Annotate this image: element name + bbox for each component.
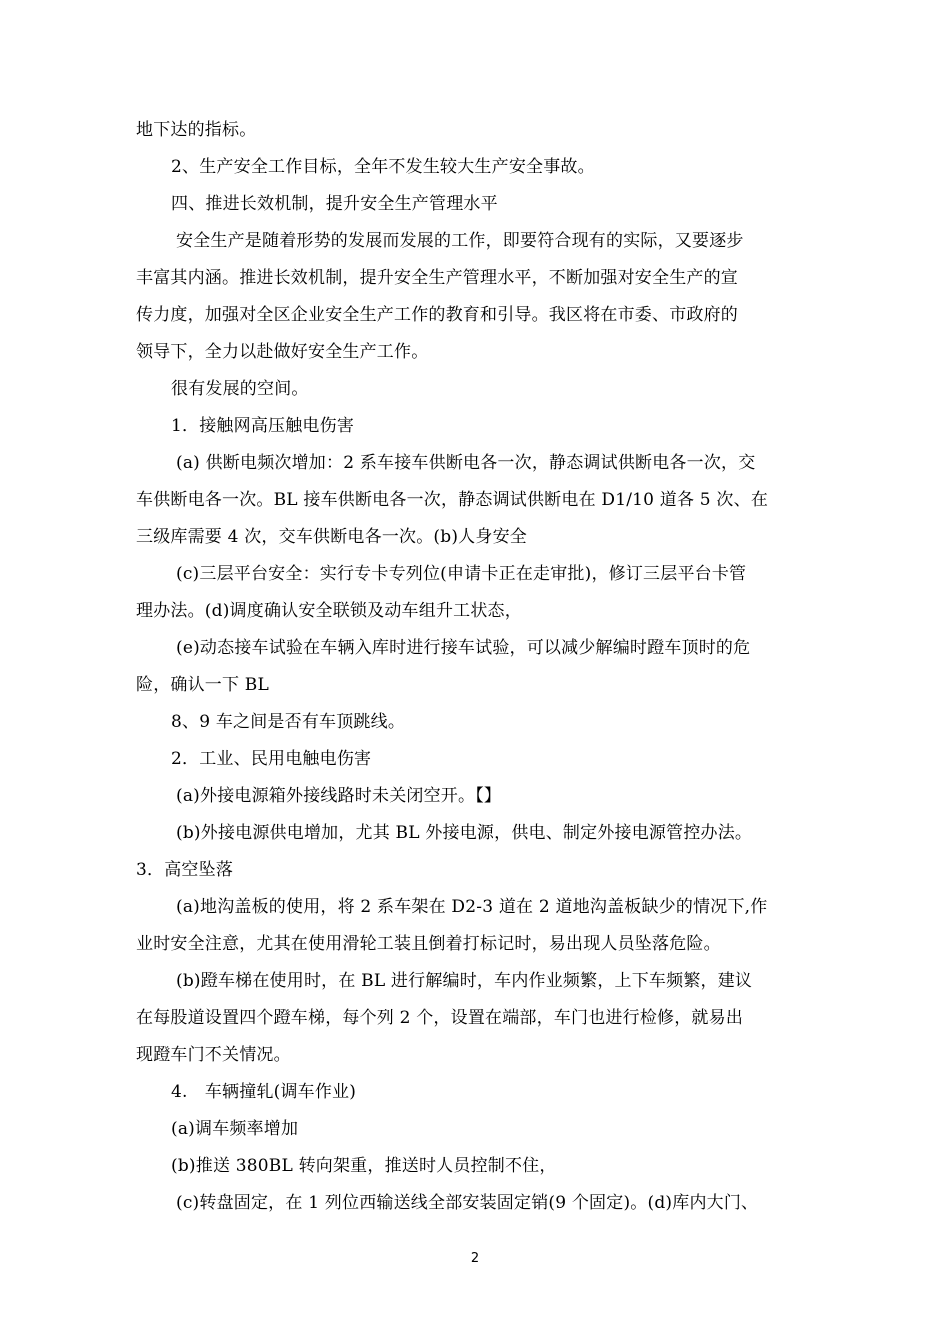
text-line: (a) 供断电频次增加：2 系车接车供断电各一次，静态调试供断电各一次，交 xyxy=(176,453,756,473)
text-line: 领导下，全力以赴做好安全生产工作。 xyxy=(136,342,429,362)
text-line: 传力度，加强对全区企业安全生产工作的教育和引导。我区将在市委、市政府的 xyxy=(136,305,738,325)
page-number: 2 xyxy=(470,1251,480,1266)
text-line: 2、生产安全工作目标，全年不发生较大生产安全事故。 xyxy=(171,157,595,177)
text-line: (c)三层平台安全：实行专卡专列位(申请卡正在走审批)，修订三层平台卡管 xyxy=(176,564,747,584)
list-heading: 2．工业、民用电触电伤害 xyxy=(171,749,372,769)
text-line: (b)外接电源供电增加，尤其 BL 外接电源，供电、制定外接电源管控办法。 xyxy=(176,823,753,843)
text-line: (b)推送 380BL 转向架重，推送时人员控制不住， xyxy=(171,1156,557,1176)
list-heading: 1．接触网高压触电伤害 xyxy=(171,416,355,436)
text-line: 很有发展的空间。 xyxy=(171,379,309,399)
text-line: 在每股道设置四个蹬车梯，每个列 2 个，设置在端部，车门也进行检修，就易出 xyxy=(136,1008,744,1028)
section-heading: 四、推进长效机制，提升安全生产管理水平 xyxy=(171,194,498,214)
list-heading: 4. 车辆撞轧(调车作业) xyxy=(171,1082,357,1102)
text-line: (b)蹬车梯在使用时，在 BL 进行解编时，车内作业频繁，上下车频繁，建议 xyxy=(176,971,753,991)
text-line: (a)外接电源箱外接线路时未关闭空开。【】 xyxy=(176,786,502,806)
document-body xyxy=(136,112,836,1222)
text-line: 险，确认一下 BL xyxy=(136,675,269,695)
text-line: 安全生产是随着形势的发展而发展的工作，即要符合现有的实际，又要逐步 xyxy=(176,231,744,251)
text-line: 理办法。(d)调度确认安全联锁及动车组升工状态， xyxy=(136,601,522,621)
text-line: 三级库需要 4 次，交车供断电各一次。(b)人身安全 xyxy=(136,527,527,547)
text-line: 地下达的指标。 xyxy=(136,120,257,140)
text-line: 业时安全注意，尤其在使用滑轮工装且倒着打标记时，易出现人员坠落危险。 xyxy=(136,934,721,954)
list-heading: 3．高空坠落 xyxy=(136,860,234,880)
text-line: (c)转盘固定，在 1 列位西输送线全部安装固定销(9 个固定)。(d)库内大门、 xyxy=(176,1193,759,1213)
text-line: 车供断电各一次。BL 接车供断电各一次，静态调试供断电在 D1/10 道各 5 次、在 xyxy=(136,490,769,510)
text-line: (e)动态接车试验在车辆入库时进行接车试验，可以减少解编时蹬车顶时的危 xyxy=(176,638,751,658)
text-line: (a)调车频率增加 xyxy=(171,1119,299,1139)
text-line: 丰富其内涵。推进长效机制，提升安全生产管理水平，不断加强对安全生产的宣 xyxy=(136,268,738,288)
text-line: 现蹬车门不关情况。 xyxy=(136,1045,291,1065)
text-line: (a)地沟盖板的使用，将 2 系车架在 D2-3 道在 2 道地沟盖板缺少的情况下,作 xyxy=(176,897,768,917)
text-line: 8、9 车之间是否有车顶跳线。 xyxy=(171,712,406,732)
